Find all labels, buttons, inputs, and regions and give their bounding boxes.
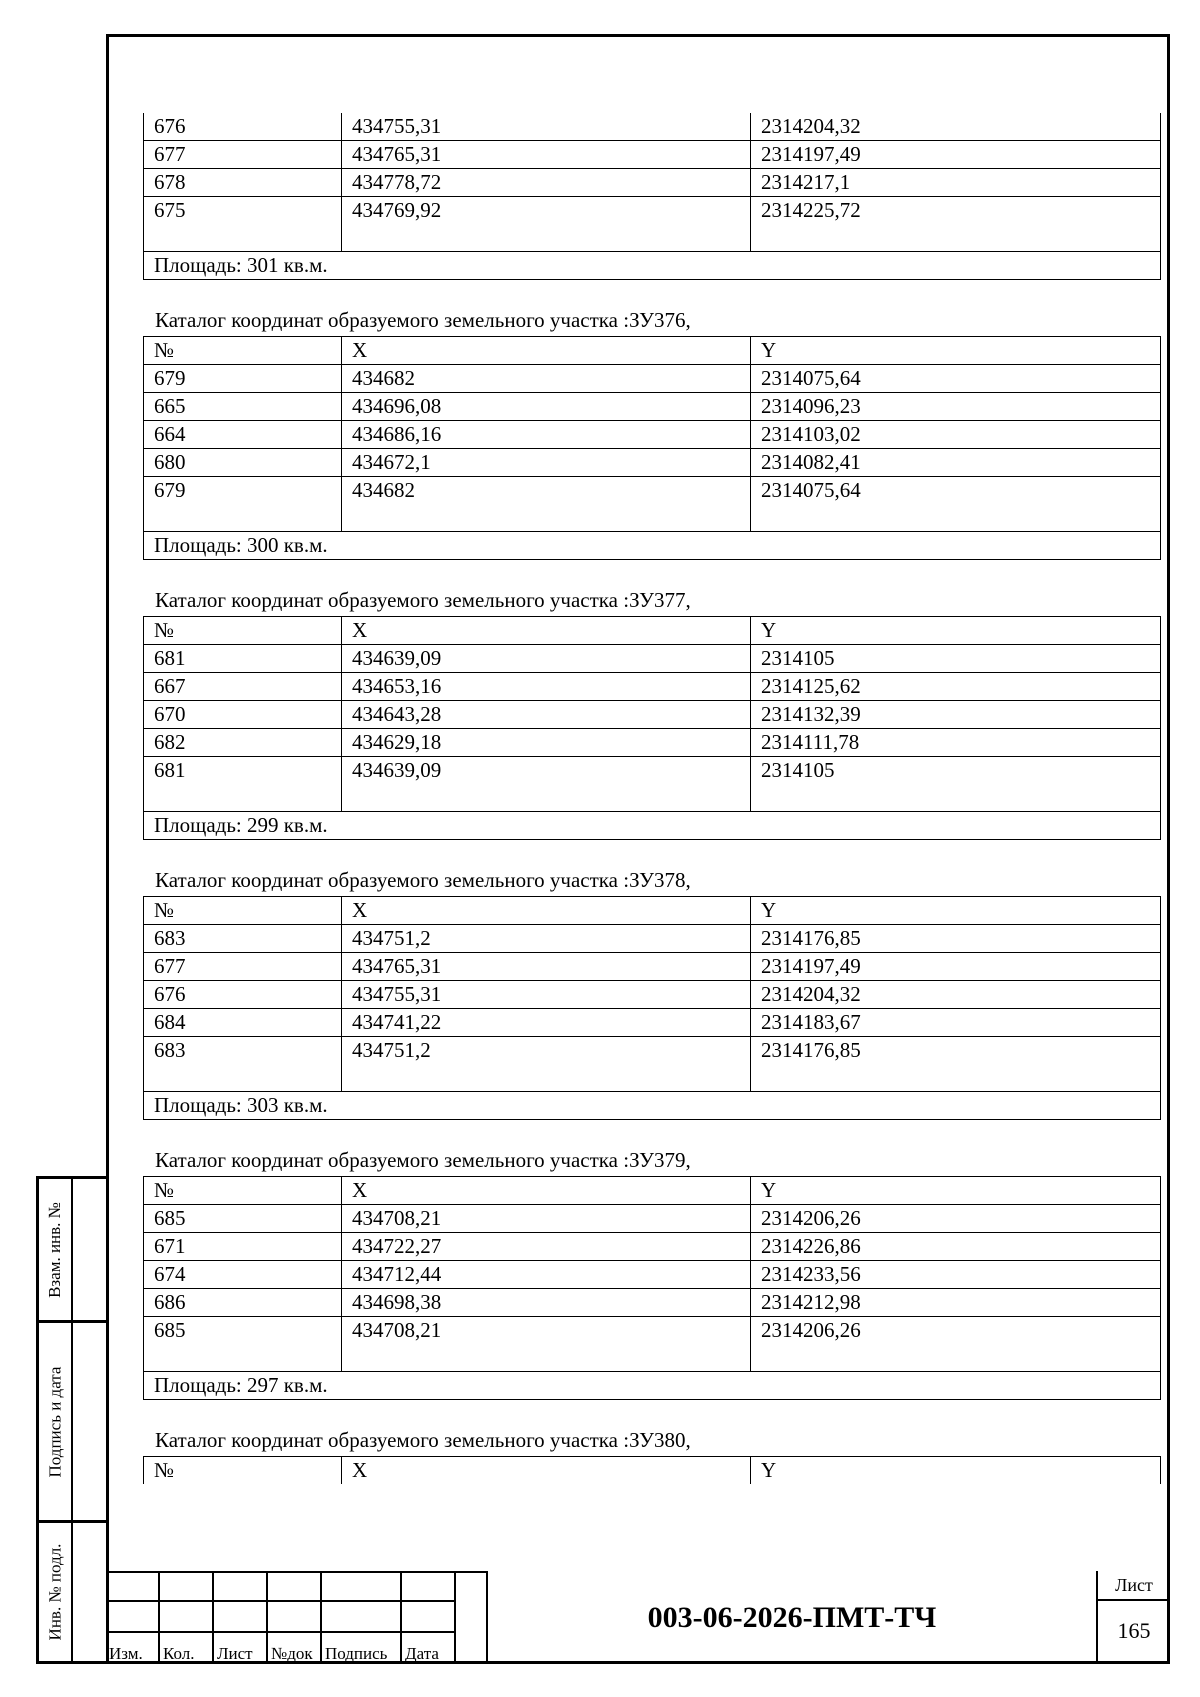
catalog-caption: Каталог координат образуемого земельного участка :ЗУ377,: [155, 588, 691, 612]
table-row: [144, 953, 1161, 981]
area-row: [144, 1372, 1161, 1400]
coordinates-table: [143, 616, 1161, 840]
revision-cell: [402, 1571, 456, 1602]
table-row: [144, 393, 1161, 421]
x-cell: 434708,21: [342, 1205, 751, 1233]
revision-column-label: Дата: [405, 1644, 439, 1663]
y-cell: 2314217,1: [751, 169, 1161, 197]
table-row: [144, 1289, 1161, 1317]
coordinates-table: [143, 336, 1161, 560]
catalog-caption: Каталог координат образуемого земельного участка :ЗУ380,: [155, 1428, 691, 1452]
x-cell: 434712,44: [342, 1261, 751, 1289]
coordinates-table: [143, 1456, 1161, 1484]
y-cell: 2314176,85: [751, 1037, 1161, 1092]
y-cell: Y: [751, 897, 1161, 925]
x-cell: 434755,31: [342, 981, 751, 1009]
sheet-number: 165: [1117, 1618, 1151, 1643]
x-cell: X: [342, 1457, 751, 1485]
table-header-row: [144, 1177, 1161, 1205]
point-number-cell: 682: [144, 729, 342, 757]
revision-cell: [268, 1602, 322, 1633]
x-cell: 434778,72: [342, 169, 751, 197]
point-number-cell: №: [144, 337, 342, 365]
x-cell: 434751,2: [342, 1037, 751, 1092]
table-row: [144, 645, 1161, 673]
area-row: [144, 812, 1161, 840]
area-cell: Площадь: 297 кв.м.: [144, 1372, 1161, 1400]
y-cell: Y: [751, 1457, 1161, 1485]
y-cell: 2314132,39: [751, 701, 1161, 729]
x-cell: 434698,38: [342, 1289, 751, 1317]
table-row: [144, 673, 1161, 701]
table-header-row: [144, 1457, 1161, 1485]
table-row: [144, 169, 1161, 197]
point-number-cell: 676: [144, 113, 342, 141]
revision-cell: [160, 1571, 214, 1602]
revision-cell: [322, 1602, 402, 1633]
x-cell: 434755,31: [342, 113, 751, 141]
x-cell: 434682: [342, 477, 751, 532]
point-number-cell: 683: [144, 1037, 342, 1092]
table-header-row: [144, 337, 1161, 365]
x-cell: 434643,28: [342, 701, 751, 729]
stamp-podpis-label: Подпись и дата: [45, 1366, 64, 1477]
table-row: [144, 925, 1161, 953]
point-number-cell: 684: [144, 1009, 342, 1037]
point-number-cell: 685: [144, 1205, 342, 1233]
revision-cell: [322, 1571, 402, 1602]
y-cell: Y: [751, 1177, 1161, 1205]
table-row: [144, 701, 1161, 729]
table-row: [144, 113, 1161, 141]
y-cell: 2314125,62: [751, 673, 1161, 701]
y-cell: 2314233,56: [751, 1261, 1161, 1289]
revision-column-label: Подпись: [325, 1644, 388, 1663]
coordinates-table: [143, 113, 1161, 280]
area-cell: Площадь: 299 кв.м.: [144, 812, 1161, 840]
y-cell: 2314111,78: [751, 729, 1161, 757]
table-row: [144, 1317, 1161, 1372]
y-cell: 2314103,02: [751, 421, 1161, 449]
point-number-cell: 678: [144, 169, 342, 197]
y-cell: 2314082,41: [751, 449, 1161, 477]
revision-cell: [268, 1571, 322, 1602]
table-row: [144, 449, 1161, 477]
point-number-cell: 679: [144, 365, 342, 393]
x-cell: 434682: [342, 365, 751, 393]
point-number-cell: 685: [144, 1317, 342, 1372]
catalog-caption: Каталог координат образуемого земельного участка :ЗУ378,: [155, 868, 691, 892]
x-cell: 434672,1: [342, 449, 751, 477]
revision-column-label: №док: [271, 1644, 313, 1663]
revision-cell: [322, 1633, 402, 1664]
revision-cell: [268, 1633, 322, 1664]
revision-cell: [214, 1602, 268, 1633]
table-row: [144, 365, 1161, 393]
x-cell: 434696,08: [342, 393, 751, 421]
point-number-cell: 674: [144, 1261, 342, 1289]
revision-cell: [106, 1571, 160, 1602]
coordinates-table: [143, 896, 1161, 1120]
stamp-inv-label: Инв. № подл.: [45, 1543, 64, 1641]
stamp-vzam-label: Взам. инв. №: [45, 1201, 64, 1298]
x-cell: 434765,31: [342, 953, 751, 981]
y-cell: 2314212,98: [751, 1289, 1161, 1317]
revision-cell: [402, 1633, 456, 1664]
y-cell: 2314105: [751, 645, 1161, 673]
table-row: [144, 1261, 1161, 1289]
sheet-box: [1098, 1571, 1170, 1664]
table-row: [144, 1205, 1161, 1233]
revision-cell: [106, 1602, 160, 1633]
table-row: [144, 141, 1161, 169]
y-cell: Y: [751, 337, 1161, 365]
area-row: [144, 1092, 1161, 1120]
x-cell: X: [342, 617, 751, 645]
area-cell: Площадь: 301 кв.м.: [144, 252, 1161, 280]
x-cell: 434751,2: [342, 925, 751, 953]
document-code: 003-06-2026-ПМТ-ТЧ: [486, 1571, 1098, 1664]
y-cell: 2314204,32: [751, 113, 1161, 141]
y-cell: 2314096,23: [751, 393, 1161, 421]
area-cell: Площадь: 300 кв.м.: [144, 532, 1161, 560]
point-number-cell: 686: [144, 1289, 342, 1317]
y-cell: 2314226,86: [751, 1233, 1161, 1261]
revision-column-label: Лист: [217, 1644, 253, 1663]
point-number-cell: 677: [144, 141, 342, 169]
table-row: [144, 421, 1161, 449]
point-number-cell: 670: [144, 701, 342, 729]
point-number-cell: 681: [144, 757, 342, 812]
point-number-cell: 667: [144, 673, 342, 701]
table-row: [144, 1009, 1161, 1037]
point-number-cell: №: [144, 617, 342, 645]
table-row: [144, 981, 1161, 1009]
point-number-cell: 665: [144, 393, 342, 421]
y-cell: 2314075,64: [751, 477, 1161, 532]
point-number-cell: 681: [144, 645, 342, 673]
y-cell: 2314204,32: [751, 981, 1161, 1009]
point-number-cell: 677: [144, 953, 342, 981]
stamp-inv-podl: [36, 1523, 106, 1664]
revision-cell: [160, 1633, 214, 1664]
point-number-cell: №: [144, 1457, 342, 1485]
point-number-cell: №: [144, 1177, 342, 1205]
y-cell: 2314105: [751, 757, 1161, 812]
area-row: [144, 252, 1161, 280]
y-cell: 2314197,49: [751, 953, 1161, 981]
x-cell: 434629,18: [342, 729, 751, 757]
x-cell: X: [342, 1177, 751, 1205]
revision-column-label: Изм.: [109, 1644, 143, 1663]
table-row: [144, 757, 1161, 812]
title-block: [106, 1571, 1170, 1664]
title-block-revision-grid: [106, 1571, 486, 1664]
y-cell: 2314206,26: [751, 1205, 1161, 1233]
table-header-row: [144, 617, 1161, 645]
point-number-cell: 675: [144, 197, 342, 252]
x-cell: 434722,27: [342, 1233, 751, 1261]
revision-cell: [106, 1633, 160, 1664]
revision-column-label: Кол.: [163, 1644, 195, 1663]
point-number-cell: 683: [144, 925, 342, 953]
point-number-cell: 664: [144, 421, 342, 449]
table-row: [144, 197, 1161, 252]
y-cell: 2314183,67: [751, 1009, 1161, 1037]
revision-cell: [402, 1602, 456, 1633]
point-number-cell: 679: [144, 477, 342, 532]
x-cell: 434708,21: [342, 1317, 751, 1372]
y-cell: Y: [751, 617, 1161, 645]
table-row: [144, 1233, 1161, 1261]
y-cell: 2314206,26: [751, 1317, 1161, 1372]
sheet-label: Лист: [1098, 1571, 1170, 1601]
x-cell: 434639,09: [342, 757, 751, 812]
stamp-vzam-inv: [36, 1176, 106, 1323]
y-cell: 2314197,49: [751, 141, 1161, 169]
table-row: [144, 729, 1161, 757]
area-cell: Площадь: 303 кв.м.: [144, 1092, 1161, 1120]
catalog-caption: Каталог координат образуемого земельного участка :ЗУ376,: [155, 308, 691, 332]
x-cell: X: [342, 897, 751, 925]
catalog-caption: Каталог координат образуемого земельного участка :ЗУ379,: [155, 1148, 691, 1172]
revision-cell: [214, 1633, 268, 1664]
stamp-podpis-data: [36, 1323, 106, 1523]
y-cell: 2314225,72: [751, 197, 1161, 252]
point-number-cell: 671: [144, 1233, 342, 1261]
x-cell: 434765,31: [342, 141, 751, 169]
x-cell: X: [342, 337, 751, 365]
x-cell: 434686,16: [342, 421, 751, 449]
document-content: [143, 113, 1161, 1484]
revision-cell: [160, 1602, 214, 1633]
coordinates-table: [143, 1176, 1161, 1400]
x-cell: 434639,09: [342, 645, 751, 673]
point-number-cell: 676: [144, 981, 342, 1009]
table-row: [144, 477, 1161, 532]
point-number-cell: 680: [144, 449, 342, 477]
table-header-row: [144, 897, 1161, 925]
x-cell: 434769,92: [342, 197, 751, 252]
y-cell: 2314176,85: [751, 925, 1161, 953]
revision-cell: [214, 1571, 268, 1602]
area-row: [144, 532, 1161, 560]
y-cell: 2314075,64: [751, 365, 1161, 393]
point-number-cell: №: [144, 897, 342, 925]
x-cell: 434653,16: [342, 673, 751, 701]
x-cell: 434741,22: [342, 1009, 751, 1037]
table-row: [144, 1037, 1161, 1092]
